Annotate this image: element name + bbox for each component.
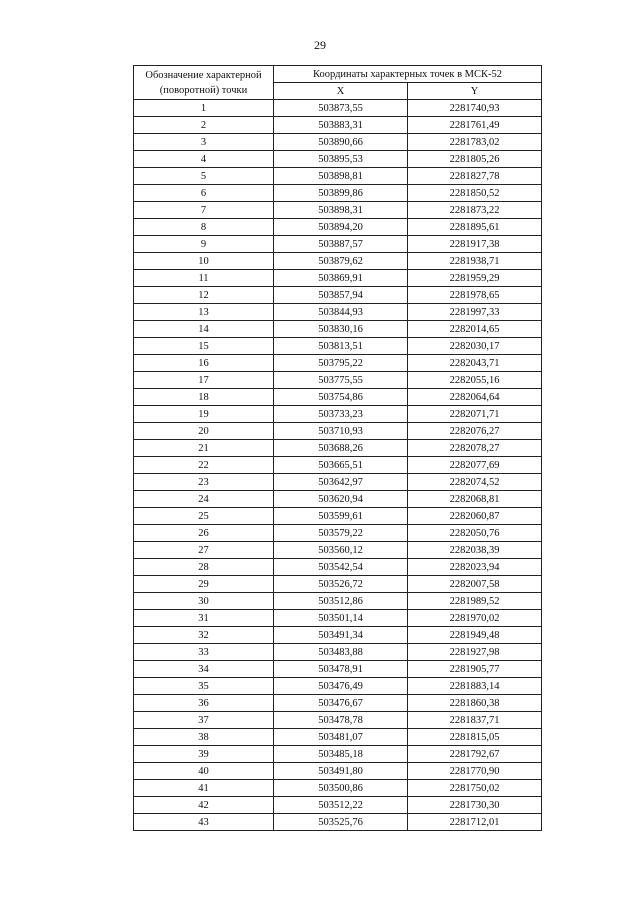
table-row bbox=[134, 559, 542, 576]
point-number-cell: 9 bbox=[134, 236, 274, 253]
table-row bbox=[134, 627, 542, 644]
point-number-cell: 31 bbox=[134, 610, 274, 627]
x-coordinate-cell: 503476,67 bbox=[274, 695, 408, 712]
point-number-cell: 33 bbox=[134, 644, 274, 661]
y-coordinate-cell: 2282074,52 bbox=[408, 474, 542, 491]
y-coordinate-cell: 2282014,65 bbox=[408, 321, 542, 338]
x-coordinate-cell: 503883,31 bbox=[274, 117, 408, 134]
y-coordinate-cell: 2282076,27 bbox=[408, 423, 542, 440]
column-header-designation: Обозначение характерной (поворотной) точки bbox=[134, 66, 274, 100]
point-number-cell: 43 bbox=[134, 814, 274, 831]
point-number-cell: 29 bbox=[134, 576, 274, 593]
y-coordinate-cell: 2282050,76 bbox=[408, 525, 542, 542]
y-coordinate-cell: 2281837,71 bbox=[408, 712, 542, 729]
table-row bbox=[134, 508, 542, 525]
x-coordinate-cell: 503733,23 bbox=[274, 406, 408, 423]
table-row bbox=[134, 270, 542, 287]
point-number-cell: 35 bbox=[134, 678, 274, 695]
y-coordinate-cell: 2281740,93 bbox=[408, 100, 542, 117]
table-row bbox=[134, 253, 542, 270]
y-coordinate-cell: 2281783,02 bbox=[408, 134, 542, 151]
y-coordinate-cell: 2281860,38 bbox=[408, 695, 542, 712]
point-number-cell: 19 bbox=[134, 406, 274, 423]
y-coordinate-cell: 2281978,65 bbox=[408, 287, 542, 304]
x-coordinate-cell: 503890,66 bbox=[274, 134, 408, 151]
y-coordinate-cell: 2281805,26 bbox=[408, 151, 542, 168]
table-row bbox=[134, 202, 542, 219]
x-coordinate-cell: 503775,55 bbox=[274, 372, 408, 389]
x-coordinate-cell: 503500,86 bbox=[274, 780, 408, 797]
y-coordinate-cell: 2282007,58 bbox=[408, 576, 542, 593]
point-number-cell: 40 bbox=[134, 763, 274, 780]
table-row bbox=[134, 542, 542, 559]
point-number-cell: 26 bbox=[134, 525, 274, 542]
y-coordinate-cell: 2281827,78 bbox=[408, 168, 542, 185]
point-number-cell: 16 bbox=[134, 355, 274, 372]
point-number-cell: 6 bbox=[134, 185, 274, 202]
x-coordinate-cell: 503887,57 bbox=[274, 236, 408, 253]
point-number-cell: 20 bbox=[134, 423, 274, 440]
y-coordinate-cell: 2281989,52 bbox=[408, 593, 542, 610]
table-row bbox=[134, 780, 542, 797]
column-header-coordinates: Координаты характерных точек в МСК-52 bbox=[274, 66, 542, 83]
x-coordinate-cell: 503795,22 bbox=[274, 355, 408, 372]
point-number-cell: 8 bbox=[134, 219, 274, 236]
x-coordinate-cell: 503485,18 bbox=[274, 746, 408, 763]
y-coordinate-cell: 2281761,49 bbox=[408, 117, 542, 134]
x-coordinate-cell: 503512,22 bbox=[274, 797, 408, 814]
x-coordinate-cell: 503599,61 bbox=[274, 508, 408, 525]
point-number-cell: 34 bbox=[134, 661, 274, 678]
point-number-cell: 39 bbox=[134, 746, 274, 763]
point-number-cell: 23 bbox=[134, 474, 274, 491]
x-coordinate-cell: 503542,54 bbox=[274, 559, 408, 576]
point-number-cell: 10 bbox=[134, 253, 274, 270]
column-header-y: Y bbox=[408, 83, 542, 100]
y-coordinate-cell: 2282030,17 bbox=[408, 338, 542, 355]
y-coordinate-cell: 2281873,22 bbox=[408, 202, 542, 219]
x-coordinate-cell: 503688,26 bbox=[274, 440, 408, 457]
point-number-cell: 4 bbox=[134, 151, 274, 168]
point-number-cell: 36 bbox=[134, 695, 274, 712]
table-row bbox=[134, 712, 542, 729]
y-coordinate-cell: 2281850,52 bbox=[408, 185, 542, 202]
column-header-x: X bbox=[274, 83, 408, 100]
y-coordinate-cell: 2281917,38 bbox=[408, 236, 542, 253]
x-coordinate-cell: 503476,49 bbox=[274, 678, 408, 695]
table-row bbox=[134, 644, 542, 661]
y-coordinate-cell: 2282038,39 bbox=[408, 542, 542, 559]
table-row bbox=[134, 219, 542, 236]
y-coordinate-cell: 2281815,05 bbox=[408, 729, 542, 746]
point-number-cell: 37 bbox=[134, 712, 274, 729]
point-number-cell: 14 bbox=[134, 321, 274, 338]
point-number-cell: 38 bbox=[134, 729, 274, 746]
x-coordinate-cell: 503483,88 bbox=[274, 644, 408, 661]
x-coordinate-cell: 503560,12 bbox=[274, 542, 408, 559]
point-number-cell: 25 bbox=[134, 508, 274, 525]
x-coordinate-cell: 503894,20 bbox=[274, 219, 408, 236]
point-number-cell: 24 bbox=[134, 491, 274, 508]
x-coordinate-cell: 503481,07 bbox=[274, 729, 408, 746]
table-row bbox=[134, 474, 542, 491]
table-row bbox=[134, 695, 542, 712]
y-coordinate-cell: 2281750,02 bbox=[408, 780, 542, 797]
point-number-cell: 12 bbox=[134, 287, 274, 304]
table-row bbox=[134, 576, 542, 593]
x-coordinate-cell: 503478,78 bbox=[274, 712, 408, 729]
point-number-cell: 28 bbox=[134, 559, 274, 576]
y-coordinate-cell: 2282068,81 bbox=[408, 491, 542, 508]
table-row bbox=[134, 321, 542, 338]
table-row bbox=[134, 236, 542, 253]
point-number-cell: 22 bbox=[134, 457, 274, 474]
point-number-cell: 21 bbox=[134, 440, 274, 457]
table-row bbox=[134, 593, 542, 610]
point-number-cell: 30 bbox=[134, 593, 274, 610]
point-number-cell: 2 bbox=[134, 117, 274, 134]
y-coordinate-cell: 2281770,90 bbox=[408, 763, 542, 780]
y-coordinate-cell: 2281970,02 bbox=[408, 610, 542, 627]
x-coordinate-cell: 503830,16 bbox=[274, 321, 408, 338]
y-coordinate-cell: 2282071,71 bbox=[408, 406, 542, 423]
y-coordinate-cell: 2282023,94 bbox=[408, 559, 542, 576]
table-row bbox=[134, 491, 542, 508]
table-row bbox=[134, 355, 542, 372]
point-number-cell: 27 bbox=[134, 542, 274, 559]
x-coordinate-cell: 503710,93 bbox=[274, 423, 408, 440]
x-coordinate-cell: 503478,91 bbox=[274, 661, 408, 678]
x-coordinate-cell: 503898,81 bbox=[274, 168, 408, 185]
point-number-cell: 5 bbox=[134, 168, 274, 185]
y-coordinate-cell: 2282078,27 bbox=[408, 440, 542, 457]
y-coordinate-cell: 2281905,77 bbox=[408, 661, 542, 678]
x-coordinate-cell: 503491,34 bbox=[274, 627, 408, 644]
table-row bbox=[134, 389, 542, 406]
y-coordinate-cell: 2282043,71 bbox=[408, 355, 542, 372]
point-number-cell: 18 bbox=[134, 389, 274, 406]
table-row bbox=[134, 304, 542, 321]
x-coordinate-cell: 503844,93 bbox=[274, 304, 408, 321]
x-coordinate-cell: 503754,86 bbox=[274, 389, 408, 406]
table-row bbox=[134, 729, 542, 746]
table-row bbox=[134, 100, 542, 117]
table-row bbox=[134, 440, 542, 457]
y-coordinate-cell: 2281938,71 bbox=[408, 253, 542, 270]
table-row bbox=[134, 117, 542, 134]
x-coordinate-cell: 503873,55 bbox=[274, 100, 408, 117]
x-coordinate-cell: 503579,22 bbox=[274, 525, 408, 542]
table-row bbox=[134, 678, 542, 695]
table-body bbox=[134, 100, 542, 831]
table-row bbox=[134, 763, 542, 780]
table-row bbox=[134, 661, 542, 678]
page-number: 29 bbox=[314, 38, 326, 52]
point-number-cell: 3 bbox=[134, 134, 274, 151]
table-row bbox=[134, 372, 542, 389]
point-number-cell: 15 bbox=[134, 338, 274, 355]
y-coordinate-cell: 2281730,30 bbox=[408, 797, 542, 814]
y-coordinate-cell: 2281949,48 bbox=[408, 627, 542, 644]
x-coordinate-cell: 503857,94 bbox=[274, 287, 408, 304]
table-row bbox=[134, 185, 542, 202]
table-row bbox=[134, 423, 542, 440]
table-row bbox=[134, 134, 542, 151]
y-coordinate-cell: 2281792,67 bbox=[408, 746, 542, 763]
point-number-cell: 1 bbox=[134, 100, 274, 117]
table-row bbox=[134, 746, 542, 763]
table-row bbox=[134, 406, 542, 423]
x-coordinate-cell: 503526,72 bbox=[274, 576, 408, 593]
table-header-row bbox=[134, 66, 542, 83]
x-coordinate-cell: 503869,91 bbox=[274, 270, 408, 287]
table-row bbox=[134, 338, 542, 355]
y-coordinate-cell: 2282064,64 bbox=[408, 389, 542, 406]
table-row bbox=[134, 168, 542, 185]
x-coordinate-cell: 503813,51 bbox=[274, 338, 408, 355]
x-coordinate-cell: 503620,94 bbox=[274, 491, 408, 508]
x-coordinate-cell: 503898,31 bbox=[274, 202, 408, 219]
point-number-cell: 11 bbox=[134, 270, 274, 287]
y-coordinate-cell: 2281883,14 bbox=[408, 678, 542, 695]
table-row bbox=[134, 525, 542, 542]
point-number-cell: 42 bbox=[134, 797, 274, 814]
y-coordinate-cell: 2281997,33 bbox=[408, 304, 542, 321]
y-coordinate-cell: 2282060,87 bbox=[408, 508, 542, 525]
point-number-cell: 7 bbox=[134, 202, 274, 219]
x-coordinate-cell: 503525,76 bbox=[274, 814, 408, 831]
point-number-cell: 32 bbox=[134, 627, 274, 644]
x-coordinate-cell: 503665,51 bbox=[274, 457, 408, 474]
x-coordinate-cell: 503879,62 bbox=[274, 253, 408, 270]
table-row bbox=[134, 287, 542, 304]
table-row bbox=[134, 610, 542, 627]
point-number-cell: 13 bbox=[134, 304, 274, 321]
table-row bbox=[134, 797, 542, 814]
table-row bbox=[134, 814, 542, 831]
x-coordinate-cell: 503642,97 bbox=[274, 474, 408, 491]
point-number-cell: 17 bbox=[134, 372, 274, 389]
y-coordinate-cell: 2281895,61 bbox=[408, 219, 542, 236]
x-coordinate-cell: 503895,53 bbox=[274, 151, 408, 168]
x-coordinate-cell: 503512,86 bbox=[274, 593, 408, 610]
coordinates-table bbox=[133, 65, 542, 831]
x-coordinate-cell: 503501,14 bbox=[274, 610, 408, 627]
y-coordinate-cell: 2281712,01 bbox=[408, 814, 542, 831]
y-coordinate-cell: 2282077,69 bbox=[408, 457, 542, 474]
y-coordinate-cell: 2281927,98 bbox=[408, 644, 542, 661]
x-coordinate-cell: 503899,86 bbox=[274, 185, 408, 202]
table-row bbox=[134, 457, 542, 474]
table-row bbox=[134, 151, 542, 168]
y-coordinate-cell: 2281959,29 bbox=[408, 270, 542, 287]
y-coordinate-cell: 2282055,16 bbox=[408, 372, 542, 389]
point-number-cell: 41 bbox=[134, 780, 274, 797]
x-coordinate-cell: 503491,80 bbox=[274, 763, 408, 780]
